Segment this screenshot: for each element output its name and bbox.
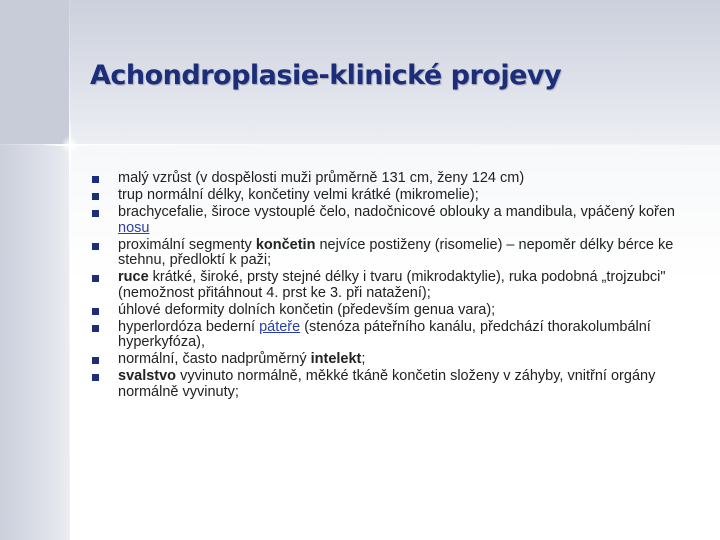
list-item-text: proximální segmenty	[118, 236, 256, 253]
list-item-bold: končetin	[255, 236, 316, 253]
list-item-bold: ruce	[118, 269, 149, 285]
square-bullet-icon	[92, 210, 99, 217]
list-item	[90, 320, 680, 351]
square-bullet-icon	[92, 176, 99, 183]
list-item-link[interactable]: páteře	[259, 318, 301, 335]
list-item-text: brachycefalie, široce vystouplé čelo, nadočnicové oblouky a mandibula, vpáčený kořen	[118, 204, 675, 220]
list-item-text: (stenóza páteřního kanálu, předchází thorakolumbální hyperkyfóza),	[118, 318, 651, 350]
square-bullet-icon	[92, 193, 99, 200]
list-item-bold: intelekt	[310, 351, 362, 367]
bullet-list	[90, 171, 680, 402]
left-band	[0, 145, 70, 540]
square-bullet-icon	[92, 357, 99, 364]
vertical-divider	[69, 0, 70, 540]
list-item	[90, 188, 680, 204]
list-item-text: ;	[361, 351, 366, 367]
square-bullet-icon	[92, 325, 99, 332]
square-bullet-icon	[92, 275, 99, 282]
list-item-text: krátké, široké, prsty stejné délky i tvaru (mikrodaktylie), ruka podobná „trojzubci" (nemožnost přitáhnout 4. prst ke 3. při natažení);	[118, 269, 666, 301]
list-item	[90, 270, 680, 301]
list-item-text: nejvíce postiženy (risomelie) – nepoměr délky bérce ke stehnu, předloktí k paži;	[118, 236, 674, 268]
square-bullet-icon	[92, 374, 99, 381]
list-item-text: úhlové deformity dolních končetin (především genua vara);	[118, 301, 496, 318]
list-item-text: vyvinuto normálně, měkké tkáně končetin složeny v záhyby, vnitřní orgány normálně vyvinuty;	[118, 368, 656, 400]
square-bullet-icon	[92, 308, 99, 315]
list-item-link[interactable]: nosu	[118, 219, 150, 236]
list-item-text: malý vzrůst (v dospělosti muži průměrně 131 cm, ženy 124 cm)	[118, 170, 525, 186]
sparkle-icon	[40, 115, 100, 175]
square-bullet-icon	[92, 243, 99, 250]
list-item-text: trup normální délky, končetiny velmi krátké (mikromelie);	[118, 187, 479, 203]
list-item-text: hyperlordóza bederní	[118, 318, 260, 335]
slide-title: Achondroplasie-klinické projevy	[90, 60, 562, 91]
list-item	[90, 369, 680, 400]
list-item-bold: svalstvo	[118, 368, 177, 384]
list-item-text: normální, často nadprůměrný	[118, 351, 311, 367]
list-item	[90, 352, 680, 368]
list-item	[90, 171, 680, 187]
list-item	[90, 238, 680, 269]
list-item	[90, 205, 680, 236]
horizontal-divider	[0, 144, 720, 145]
list-item	[90, 303, 680, 319]
